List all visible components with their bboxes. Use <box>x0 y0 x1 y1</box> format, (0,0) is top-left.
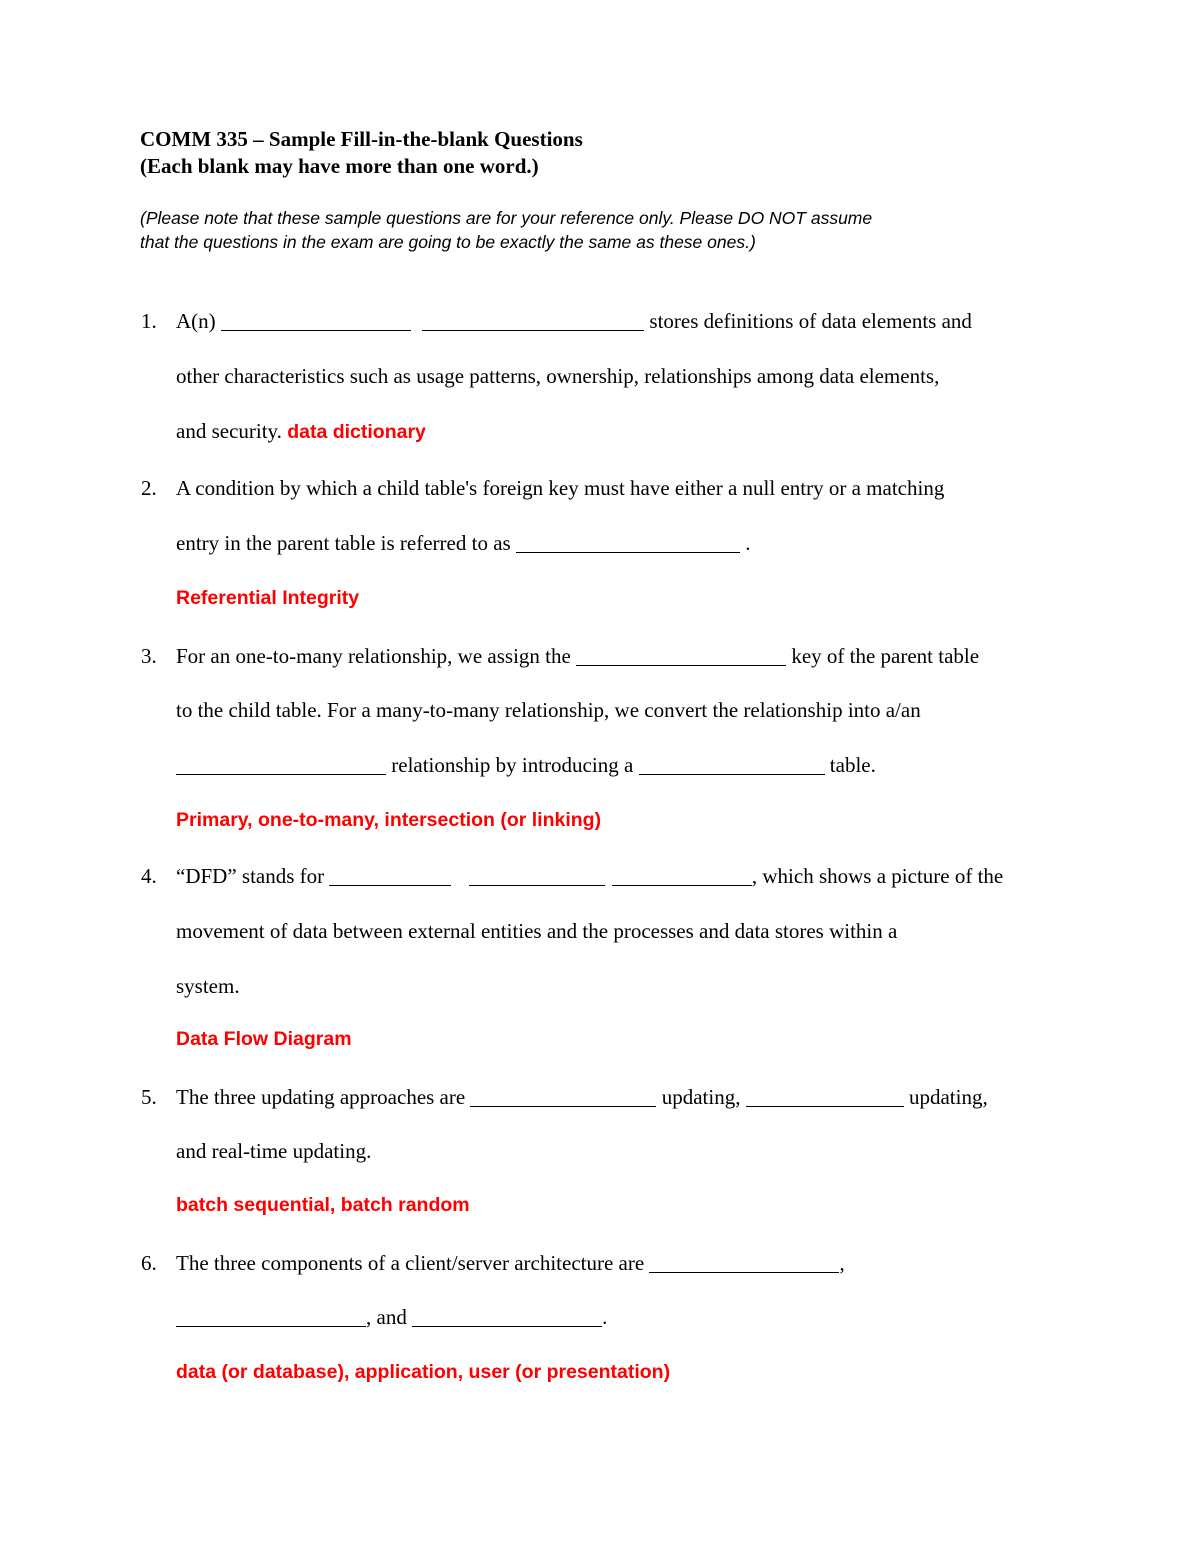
answer-blank <box>176 754 386 775</box>
question-number: 3. <box>141 644 157 668</box>
question-text: key of the parent table <box>791 644 980 668</box>
answer-text: batch sequential, batch random <box>176 1194 470 1216</box>
question-3-line-1 <box>176 643 979 669</box>
question-1-line-3 <box>176 418 426 445</box>
question-text: stores definitions of data elements and <box>649 309 972 333</box>
answer-text: Data Flow Diagram <box>176 1028 352 1050</box>
answer-blank <box>516 532 740 553</box>
question-text: The three components of a client/server architecture are <box>176 1251 645 1275</box>
answer-blank <box>422 310 644 331</box>
question-text: updating, <box>908 1085 988 1109</box>
question-3-line-3 <box>176 752 876 778</box>
answer-blank <box>576 645 786 666</box>
question-text: and real-time updating. <box>176 1139 372 1163</box>
answer-blank <box>176 1306 366 1327</box>
question-6-line-2 <box>176 1304 607 1330</box>
question-text: The three updating approaches are <box>176 1085 466 1109</box>
question-6-line-1 <box>176 1250 845 1276</box>
question-number: 5. <box>141 1085 157 1109</box>
question-text: entry in the parent table is referred to as <box>176 531 511 555</box>
question-text: A(n) <box>176 309 216 333</box>
question-text: , <box>839 1251 845 1275</box>
question-number: 1. <box>141 309 157 333</box>
answer-blank <box>612 865 752 886</box>
question-number: 2. <box>141 476 157 500</box>
question-text: system. <box>176 974 240 998</box>
question-text: For an one-to-many relationship, we assign the <box>176 644 571 668</box>
question-number: 6. <box>141 1251 157 1275</box>
answer-text: data dictionary <box>287 421 426 443</box>
note-line-1: (Please note that these sample questions are for your reference only. Please DO NOT assume <box>140 208 873 228</box>
question-text: to the child table. For a many-to-many relationship, we convert the relationship into a/an <box>176 698 921 722</box>
answer-blank <box>639 754 825 775</box>
answer-blank <box>469 865 605 886</box>
question-number: 4. <box>141 864 157 888</box>
question-text: , which shows a picture of the <box>751 864 1004 888</box>
question-text: “DFD” stands for <box>176 864 325 888</box>
answer-text: data (or database), application, user (or presentation) <box>176 1361 671 1383</box>
answer-blank <box>412 1306 602 1327</box>
question-5-line-1 <box>176 1084 988 1110</box>
answer-blank <box>470 1086 656 1107</box>
question-text: relationship by introducing a <box>391 753 634 777</box>
answer-text: Primary, one-to-many, intersection (or linking) <box>176 809 602 831</box>
question-1-line-1 <box>176 308 972 334</box>
question-2-line-2 <box>176 530 750 556</box>
question-text: other characteristics such as usage patterns, ownership, relationships among data elements, <box>176 364 940 388</box>
answer-blank <box>746 1086 904 1107</box>
question-text: , and <box>366 1305 407 1329</box>
page-subtitle: (Each blank may have more than one word.) <box>140 154 539 178</box>
answer-blank <box>649 1252 839 1273</box>
answer-blank <box>221 310 411 331</box>
answer-blank <box>329 865 451 886</box>
question-text: . <box>602 1305 608 1329</box>
question-text: and security. <box>176 419 282 443</box>
page-title: COMM 335 – Sample Fill-in-the-blank Questions <box>140 127 583 151</box>
question-text: table. <box>829 753 876 777</box>
question-text: . <box>745 531 751 555</box>
question-text: A condition by which a child table's foreign key must have either a null entry or a matching <box>176 476 945 500</box>
question-text: updating, <box>661 1085 741 1109</box>
question-4-line-1 <box>176 863 1003 889</box>
answer-text: Referential Integrity <box>176 587 360 609</box>
question-text: movement of data between external entities and the processes and data stores within a <box>176 919 898 943</box>
note-line-2: that the questions in the exam are going to be exactly the same as these ones.) <box>140 232 756 252</box>
